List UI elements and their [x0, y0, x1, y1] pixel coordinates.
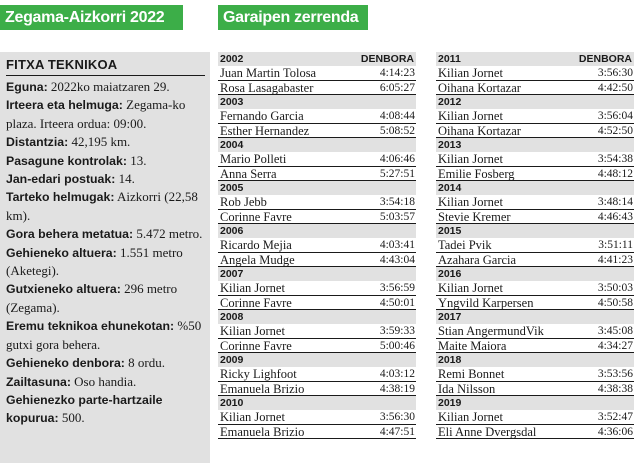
- year-header-row: [436, 95, 634, 109]
- year-label: 2004: [220, 139, 244, 151]
- finish-time: 4:34:27: [597, 339, 633, 352]
- technical-sheet-label: Eremu teknikoa ehunekotan:: [6, 319, 175, 334]
- result-row: [436, 124, 634, 139]
- finish-time: 4:52:50: [597, 124, 633, 137]
- winner-name: Corinne Favre: [220, 338, 292, 353]
- finish-time: 3:48:14: [597, 196, 633, 208]
- technical-sheet-label: Gehienezko parte-hartzaile kopurua:: [6, 392, 163, 426]
- finish-time: 4:50:58: [597, 296, 633, 309]
- technical-sheet-label: Gehieneko denbora:: [6, 356, 125, 371]
- winner-name: Kilian Jornet: [438, 195, 503, 209]
- race-title-header: Zegama-Aizkorri 2022: [0, 5, 183, 30]
- result-row: [218, 296, 416, 311]
- result-row: [436, 152, 634, 167]
- technical-sheet-label: Distantzia:: [6, 135, 69, 150]
- year-header-row: [436, 310, 634, 324]
- results-column-2011-2019: [436, 52, 634, 439]
- winner-name: Tadei Pvik: [438, 238, 492, 252]
- finish-time: 3:56:30: [597, 67, 633, 79]
- year-label: 2005: [220, 182, 244, 194]
- finish-time: 3:56:59: [379, 282, 415, 294]
- winner-name: Kilian Jornet: [438, 66, 503, 80]
- year-header-row: [218, 267, 416, 281]
- time-column-header: DENBORA: [578, 53, 632, 65]
- winner-name: Kilian Jornet: [438, 109, 503, 123]
- winner-name: Maite Maiora: [438, 338, 507, 353]
- finish-time: 4:46:43: [597, 210, 633, 223]
- year-header-row: [436, 224, 634, 238]
- finish-time: 3:54:18: [379, 196, 415, 208]
- finish-time: 3:56:04: [597, 110, 633, 122]
- finish-time: 3:59:33: [379, 325, 415, 337]
- technical-sheet-value: 5.472 metro.: [133, 226, 203, 242]
- finish-time: 4:38:19: [379, 382, 415, 395]
- technical-sheet-value: 2022ko maiatzaren 29.: [47, 79, 170, 94]
- result-row: [218, 81, 416, 96]
- winner-name: Kilian Jornet: [220, 410, 285, 424]
- year-header-row: [436, 181, 634, 195]
- year-header-row: [436, 396, 634, 410]
- finish-time: 3:51:11: [598, 239, 633, 251]
- result-row: [436, 109, 634, 124]
- winner-name: Stevie Kremer: [438, 209, 511, 224]
- year-label: 2008: [220, 311, 244, 323]
- technical-sheet-row: [6, 78, 210, 96]
- year-label: 2017: [438, 311, 462, 323]
- year-header-row: [436, 52, 634, 66]
- result-row: [436, 425, 634, 440]
- technical-sheet-label: Tarteko helmugak:: [6, 190, 115, 205]
- finish-time: 4:06:46: [379, 153, 415, 165]
- result-row: [218, 425, 416, 440]
- result-row: [218, 281, 416, 296]
- technical-sheet-value: 296 metro (Zegama).: [6, 281, 178, 315]
- result-row: [218, 66, 416, 81]
- winner-name: Esther Hernandez: [220, 123, 310, 138]
- year-header-row: [218, 138, 416, 152]
- winner-name: Angela Mudge: [220, 252, 295, 267]
- technical-sheet-value: 8 ordu.: [124, 355, 165, 371]
- result-row: [436, 253, 634, 268]
- year-header-row: [218, 181, 416, 195]
- year-header-row: [218, 396, 416, 410]
- result-row: [436, 210, 634, 225]
- result-row: [218, 210, 416, 225]
- winner-name: Anna Serra: [220, 166, 277, 181]
- technical-sheet-row: [6, 152, 210, 170]
- winner-name: Stian AngermundVik: [438, 324, 544, 338]
- technical-sheet-label: Irteera eta helmuga:: [6, 98, 123, 113]
- year-label: 2007: [220, 268, 244, 280]
- finish-time: 3:45:08: [597, 325, 633, 337]
- finish-time: 4:42:50: [597, 81, 633, 94]
- winner-name: Ricardo Mejia: [220, 238, 292, 252]
- winner-name: Emanuela Brizio: [220, 424, 305, 439]
- finish-time: 4:03:12: [379, 368, 415, 380]
- winner-name: Rosa Lasagabaster: [220, 80, 314, 95]
- technical-sheet-row: [6, 391, 210, 428]
- finish-time: 5:03:57: [379, 210, 415, 223]
- technical-sheet-label: Gutxieneko altuera:: [6, 282, 121, 297]
- results-title-header: Garaipen zerrenda: [218, 5, 368, 30]
- winner-name: Oihana Kortazar: [438, 80, 521, 95]
- time-column-header: DENBORA: [360, 53, 414, 65]
- result-row: [218, 238, 416, 253]
- winner-name: Emanuela Brizio: [220, 381, 305, 396]
- year-header-row: [218, 52, 416, 66]
- winner-name: Kilian Jornet: [438, 410, 503, 424]
- result-row: [436, 339, 634, 354]
- technical-sheet-label: Gehieneko altuera:: [6, 245, 117, 260]
- technical-sheet-value: 500.: [58, 410, 85, 426]
- finish-time: 5:00:46: [379, 339, 415, 352]
- technical-sheet-row: [6, 244, 210, 281]
- winner-name: Emilie Fosberg: [438, 166, 515, 181]
- technical-sheet-label: Zailtasuna:: [6, 374, 71, 389]
- finish-time: 4:14:23: [379, 67, 415, 79]
- winner-name: Fernando Garcia: [220, 109, 304, 123]
- winner-name: Yngvild Karpersen: [438, 295, 534, 310]
- year-label: 2019: [438, 397, 462, 409]
- technical-sheet-row: [6, 373, 210, 391]
- year-header-row: [436, 353, 634, 367]
- finish-time: 5:08:52: [379, 124, 415, 137]
- finish-time: 3:53:56: [597, 368, 633, 380]
- result-row: [218, 339, 416, 354]
- technical-sheet-row: [6, 188, 210, 225]
- year-label: 2003: [220, 96, 244, 108]
- winner-name: Azahara Garcia: [438, 252, 517, 267]
- year-label: 2006: [220, 225, 244, 237]
- result-row: [218, 324, 416, 339]
- result-row: [436, 296, 634, 311]
- result-row: [218, 195, 416, 210]
- year-label: 2016: [438, 268, 462, 280]
- technical-sheet-row: [6, 280, 210, 317]
- result-row: [218, 124, 416, 139]
- year-header-row: [436, 138, 634, 152]
- result-row: [218, 367, 416, 382]
- finish-time: 4:48:12: [597, 167, 633, 180]
- year-label: 2011: [438, 53, 461, 65]
- finish-time: 4:41:23: [597, 253, 633, 266]
- winner-name: Kilian Jornet: [220, 281, 285, 295]
- year-label: 2010: [220, 397, 244, 409]
- finish-time: 4:36:06: [597, 425, 633, 438]
- technical-sheet-row: [6, 96, 210, 133]
- result-row: [218, 382, 416, 397]
- result-row: [436, 382, 634, 397]
- year-header-row: [218, 95, 416, 109]
- technical-sheet-row: [6, 317, 210, 354]
- finish-time: 4:38:38: [597, 382, 633, 395]
- finish-time: 3:50:03: [597, 282, 633, 294]
- result-row: [436, 66, 634, 81]
- technical-sheet-list: [6, 78, 210, 428]
- year-label: 2002: [220, 53, 244, 65]
- winner-name: Kilian Jornet: [438, 281, 503, 295]
- technical-sheet-value: %50 gutxi gora behera.: [6, 318, 202, 352]
- result-row: [218, 410, 416, 425]
- technical-sheet-label: Eguna:: [6, 80, 48, 94]
- year-label: 2015: [438, 225, 462, 237]
- winner-name: Eli Anne Dvergsdal: [438, 424, 537, 439]
- winner-name: Corinne Favre: [220, 295, 292, 310]
- year-label: 2013: [438, 139, 462, 151]
- finish-time: 3:54:38: [597, 153, 633, 165]
- finish-time: 4:47:51: [379, 425, 415, 438]
- year-label: 2012: [438, 96, 462, 108]
- finish-time: 5:27:51: [379, 167, 415, 180]
- winner-name: Remi Bonnet: [438, 367, 505, 381]
- technical-sheet-value: 13.: [126, 152, 147, 168]
- technical-sheet-label: Jan-edari postuak:: [6, 172, 116, 187]
- technical-sheet-row: [6, 354, 210, 372]
- technical-sheet-row: [6, 133, 210, 151]
- winner-name: Rob Jebb: [220, 195, 267, 209]
- result-row: [436, 167, 634, 182]
- technical-sheet-panel: [0, 52, 210, 463]
- result-row: [218, 109, 416, 124]
- technical-sheet-value: 14.: [115, 171, 135, 187]
- winner-name: Ricky Lighfoot: [220, 367, 297, 381]
- results-column-2002-2010: [218, 52, 416, 439]
- technical-sheet-title: FITXA TEKNIKOA: [6, 57, 205, 76]
- result-row: [218, 253, 416, 268]
- technical-sheet-value: Oso handia.: [70, 373, 137, 389]
- year-label: 2014: [438, 182, 462, 194]
- technical-sheet-value: Zegama-ko plaza. Irteera ordua: 09:00.: [6, 97, 186, 131]
- result-row: [436, 281, 634, 296]
- finish-time: 3:56:30: [379, 411, 415, 423]
- finish-time: 4:50:01: [379, 296, 415, 309]
- result-row: [218, 167, 416, 182]
- finish-time: 4:03:41: [379, 239, 415, 251]
- technical-sheet-value: 1.551 metro (Aketegi).: [6, 244, 183, 279]
- year-label: 2018: [438, 354, 462, 366]
- technical-sheet-value: 42,195 km.: [68, 134, 131, 150]
- finish-time: 4:08:44: [379, 110, 415, 122]
- technical-sheet-row: [6, 170, 210, 188]
- technical-sheet-row: [6, 225, 210, 243]
- result-row: [436, 324, 634, 339]
- technical-sheet-value: Aizkorri (22,58 km).: [6, 189, 198, 223]
- result-row: [436, 410, 634, 425]
- year-header-row: [218, 353, 416, 367]
- result-row: [218, 152, 416, 167]
- result-row: [436, 81, 634, 96]
- winner-name: Ida Nilsson: [438, 381, 496, 396]
- finish-time: 3:52:47: [597, 411, 633, 423]
- result-row: [436, 238, 634, 253]
- year-label: 2009: [220, 354, 244, 366]
- result-row: [436, 367, 634, 382]
- winner-name: Mario Polleti: [220, 152, 287, 166]
- year-header-row: [218, 224, 416, 238]
- winner-name: Juan Martin Tolosa: [220, 66, 317, 80]
- year-header-row: [436, 267, 634, 281]
- finish-time: 6:05:27: [379, 81, 415, 94]
- winner-name: Corinne Favre: [220, 209, 292, 224]
- winner-name: Kilian Jornet: [438, 152, 503, 166]
- winner-name: Oihana Kortazar: [438, 123, 521, 138]
- year-header-row: [218, 310, 416, 324]
- result-row: [436, 195, 634, 210]
- winner-name: Kilian Jornet: [220, 324, 285, 338]
- technical-sheet-label: Pasagune kontrolak:: [6, 153, 127, 168]
- technical-sheet-label: Gora behera metatua:: [6, 227, 134, 242]
- finish-time: 4:43:04: [379, 253, 415, 266]
